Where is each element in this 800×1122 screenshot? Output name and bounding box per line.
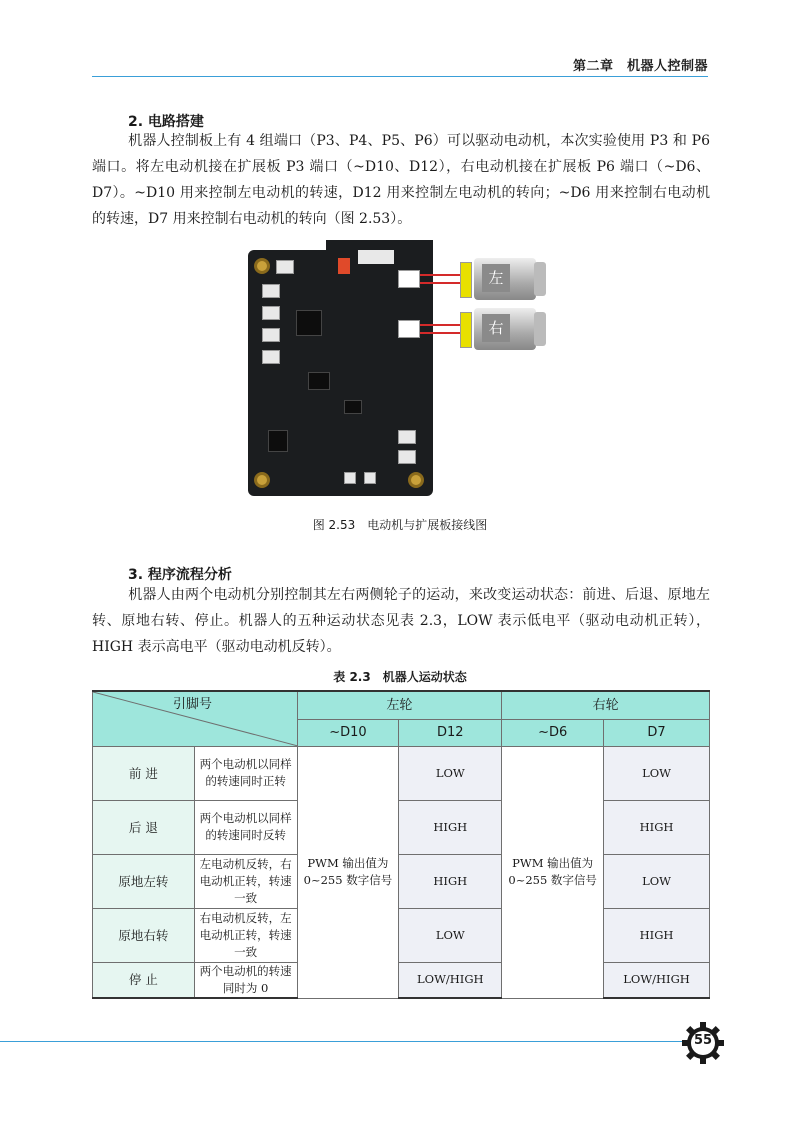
motor-right-cap xyxy=(534,312,546,346)
connector xyxy=(276,260,294,274)
col-d12: D12 xyxy=(399,719,502,746)
d7-value: LOW/HIGH xyxy=(604,962,710,998)
connector xyxy=(364,472,376,484)
mount-hole xyxy=(408,472,424,488)
d12-value: HIGH xyxy=(399,854,502,908)
section-heading-flow: 3. 程序流程分析 xyxy=(128,567,232,583)
state-desc: 左电动机反转，右电动机正转，转速一致 xyxy=(194,854,297,908)
paragraph-flow xyxy=(92,582,710,660)
switch xyxy=(338,258,350,274)
state-desc: 两个电动机的转速同时为 0 xyxy=(194,962,297,998)
connector xyxy=(358,250,394,264)
wire-left-red xyxy=(420,274,460,276)
chapter-header: 第二章 机器人控制器 xyxy=(572,59,708,74)
chip xyxy=(344,400,362,414)
state-desc: 两个电动机以同样的转速同时正转 xyxy=(194,746,297,800)
state-label: 后 退 xyxy=(93,800,195,854)
motor-left-label: 左 xyxy=(482,264,510,292)
table-row xyxy=(93,908,710,962)
state-desc: 两个电动机以同样的转速同时反转 xyxy=(194,800,297,854)
right-wheel-header: 右轮 xyxy=(502,691,710,719)
motor-connector xyxy=(460,262,472,298)
d7-value: HIGH xyxy=(604,908,710,962)
d12-value: LOW/HIGH xyxy=(399,962,502,998)
header-rule xyxy=(92,76,708,77)
corner-diagonal xyxy=(93,692,298,746)
chip xyxy=(268,430,288,452)
corner-label: 引脚号 xyxy=(173,697,213,712)
connector xyxy=(262,350,280,364)
paragraph-circuit-text: 机器人控制板上有 4 组端口（P3、P4、P5、P6）可以驱动电动机，本次实验使用 P3 和 P6 端口。将左电动机接在扩展板 P3 端口（~D10、D12），右电动机接在扩展板 P6 端口（~D6、D7）。~D10 用来控制左电动机的转速，D12 用来控制左电动机的转向；~D6 用来控制右电动机的转速，D7 用来控制右电动机的转向（图 2.53）。 xyxy=(92,133,710,227)
state-label: 前 进 xyxy=(93,746,195,800)
section-heading-circuit: 2. 电路搭建 xyxy=(128,114,204,130)
mount-hole xyxy=(254,258,270,274)
corner-header xyxy=(93,691,298,746)
wire-right-red xyxy=(420,324,460,326)
connector xyxy=(398,450,416,464)
motor-connector xyxy=(460,312,472,348)
wiring-figure xyxy=(248,250,548,500)
table-row xyxy=(93,746,710,800)
state-label: 停 止 xyxy=(93,962,195,998)
table-row xyxy=(93,962,710,998)
left-wheel-header: 左轮 xyxy=(297,691,502,719)
wire-left-red xyxy=(420,282,460,284)
d7-value: LOW xyxy=(604,854,710,908)
motor-right-label: 右 xyxy=(482,314,510,342)
paragraph-circuit xyxy=(92,128,710,232)
table-title: 表 2.3 机器人运动状态 xyxy=(333,670,467,684)
connector xyxy=(262,284,280,298)
pwm-right-cell: PWM 输出值为 0~255 数字信号 xyxy=(502,746,604,998)
table-row xyxy=(93,854,710,908)
pwm-left-cell: PWM 输出值为 0~255 数字信号 xyxy=(297,746,399,998)
d7-value: HIGH xyxy=(604,800,710,854)
d12-value: LOW xyxy=(399,746,502,800)
mount-hole xyxy=(254,472,270,488)
d7-value: LOW xyxy=(604,746,710,800)
connector xyxy=(262,306,280,320)
chip xyxy=(296,310,322,336)
motor-port-p6 xyxy=(398,320,420,338)
connector xyxy=(262,328,280,342)
d12-value: HIGH xyxy=(399,800,502,854)
connector xyxy=(398,430,416,444)
col-d7: D7 xyxy=(604,719,710,746)
paragraph-flow-text: 机器人由两个电动机分别控制其左右两侧轮子的运动，来改变运动状态：前进、后退、原地左转、原地右转、停止。机器人的五种运动状态见表 2.3，LOW 表示低电平（驱动电动机正转），HIGH 表示高电平（驱动电动机反转）。 xyxy=(92,587,710,655)
state-desc: 右电动机反转，左电动机正转，转速一致 xyxy=(194,908,297,962)
col-d10: ~D10 xyxy=(297,719,399,746)
state-label: 原地右转 xyxy=(93,908,195,962)
controller-board xyxy=(248,250,433,496)
motor-left-cap xyxy=(534,262,546,296)
col-d6: ~D6 xyxy=(502,719,604,746)
motion-states-table xyxy=(92,690,710,999)
figure-caption: 图 2.53 电动机与扩展板接线图 xyxy=(312,518,488,532)
page-number: 55 xyxy=(693,1033,713,1048)
motor-port-p3 xyxy=(398,270,420,288)
state-label: 原地左转 xyxy=(93,854,195,908)
d12-value: LOW xyxy=(399,908,502,962)
wire-right-red xyxy=(420,332,460,334)
chip xyxy=(308,372,330,390)
table-row xyxy=(93,800,710,854)
connector xyxy=(344,472,356,484)
footer-rule xyxy=(0,1041,690,1042)
